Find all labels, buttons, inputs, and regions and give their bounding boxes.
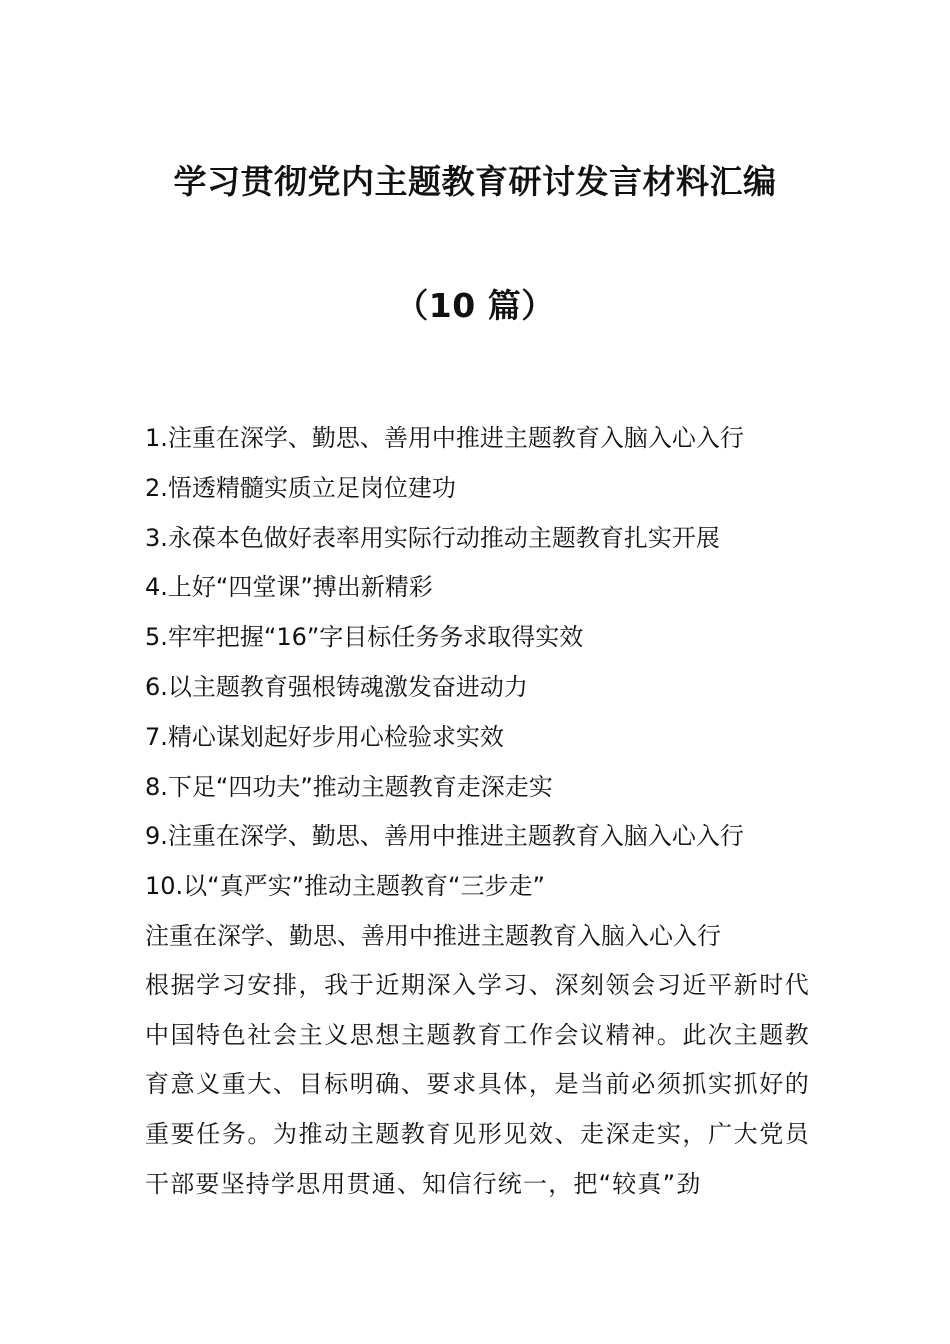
toc-item: 8.下足“四功夫”推动主题教育走深走实 (145, 772, 553, 801)
toc-item: 5.牢牢把握“16”字目标任务务求取得实效 (145, 623, 584, 652)
article-body-paragraph: 根据学习安排，我于近期深入学习、深刻领会习近平新时代中国特色社会主义思想主题教育工作会议精神。此次主题教育意义重大、目标明确、要求具体，是当前必须抓实抓好的重要任务。为推动主题教育见形见效、走深走实，广大党员干部要坚持学思用贯通、知信行统一，把“较真”劲 (145, 970, 810, 1198)
toc-item: 9.注重在深学、勤思、善用中推进主题教育入脑入心入行 (145, 822, 744, 851)
toc-item: 1.注重在深学、勤思、善用中推进主题教育入脑入心入行 (145, 424, 744, 452)
article-section (145, 918, 810, 1210)
document-subtitle: （10 篇） (395, 286, 555, 325)
toc-item: 7.精心谋划起好步用心检验求实效 (145, 722, 504, 751)
toc-item: 2.悟透精髓实质立足岗位建功 (145, 473, 456, 502)
toc-item: 4.上好“四堂课”搏出新精彩 (145, 573, 433, 602)
document-title: 学习贯彻党内主题教育研讨发言材料汇编 (173, 162, 777, 201)
toc-item: 3.永葆本色做好表率用实际行动推动主题教育扎实开展 (145, 523, 720, 552)
toc-item: 10.以“真严实”推动主题教育“三步走” (145, 872, 545, 901)
toc-item: 6.以主题教育强根铸魂激发奋进动力 (145, 672, 528, 701)
article-heading: 注重在深学、勤思、善用中推进主题教育入脑入心入行 (145, 922, 721, 950)
table-of-contents (145, 420, 825, 918)
